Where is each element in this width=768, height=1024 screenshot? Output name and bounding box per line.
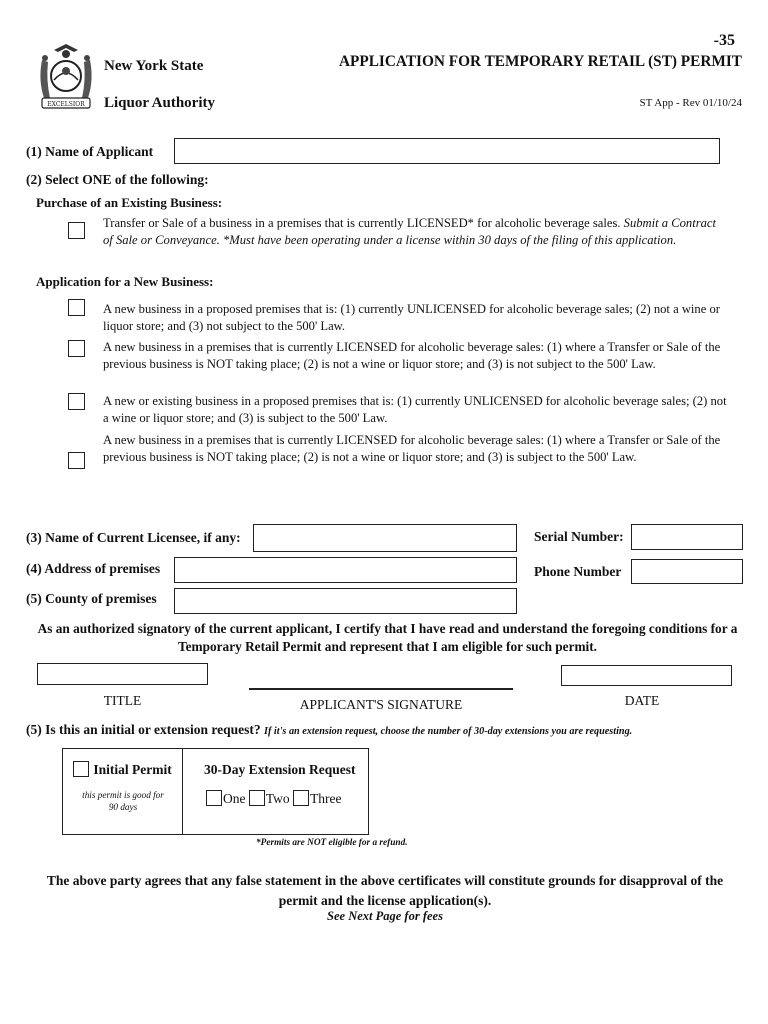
- new-business-heading: Application for a New Business:: [36, 274, 214, 289]
- refund-note: *Permits are NOT eligible for a refund.: [256, 838, 408, 848]
- premises-address-input[interactable]: [174, 557, 517, 583]
- org-line-2: Liquor Authority: [104, 95, 215, 111]
- serial-number-label: Serial Number:: [534, 529, 624, 544]
- current-licensee-input[interactable]: [253, 524, 517, 552]
- new-licensed-500-checkbox[interactable]: [68, 452, 85, 469]
- svg-text:EXCELSIOR: EXCELSIOR: [47, 101, 85, 108]
- premises-county-label: (5) County of premises: [26, 591, 157, 606]
- extension-two-option[interactable]: Two: [249, 791, 290, 806]
- applicant-name-label: (1) Name of Applicant: [26, 144, 154, 159]
- state-seal: [30, 40, 102, 112]
- phone-number-input[interactable]: [631, 559, 743, 584]
- revision-label: ST App - Rev 01/10/24: [639, 97, 742, 109]
- premises-address-label: (4) Address of premises: [26, 561, 161, 576]
- select-one-label: (2) Select ONE of the following:: [26, 172, 209, 187]
- existing-business-heading: Purchase of an Existing Business:: [36, 195, 223, 210]
- title-input[interactable]: [37, 663, 208, 685]
- false-statement-warning: The above party agrees that any false statement in the above certificates will constitute grounds for disapproval of the permit and the license application(s).: [46, 873, 724, 908]
- extension-one-checkbox[interactable]: [206, 790, 222, 806]
- request-table-divider: [182, 749, 183, 834]
- existing-transfer-checkbox[interactable]: [68, 222, 85, 239]
- form-number: -35: [713, 32, 735, 49]
- extension-options: [206, 790, 342, 807]
- initial-permit-checkbox[interactable]: [73, 761, 89, 777]
- new-licensed-500-option: A new business in a premises that is currently LICENSED for alcoholic beverage sales: (1) where a Transfer or Sale of the previous business is NOT taking place; (2) is not a wine or liquor store; and (3) is subject to the 500' Law.: [103, 433, 721, 464]
- date-input[interactable]: [561, 665, 732, 686]
- signature-line[interactable]: [249, 688, 513, 690]
- certification-statement: As an authorized signatory of the current applicant, I certify that I have read and understand the foregoing conditions for a Temporary Retail Permit and represent that I am eligible for such permit.: [37, 621, 738, 654]
- applicant-name-input[interactable]: [174, 138, 720, 164]
- extension-two-checkbox[interactable]: [249, 790, 265, 806]
- premises-county-input[interactable]: [174, 588, 517, 614]
- page-title: APPLICATION FOR TEMPORARY RETAIL (ST) PERMIT: [338, 53, 742, 70]
- signature-label: APPLICANT'S SIGNATURE: [299, 697, 463, 712]
- new-licensed-checkbox[interactable]: [68, 340, 85, 357]
- initial-permit-option[interactable]: Initial Permit: [73, 761, 172, 778]
- see-next-page: See Next Page for fees: [327, 909, 443, 923]
- request-question: (5) Is this an initial or extension request? If it's an extension request, choose the number of 30-day extensions you are requesting.: [26, 722, 633, 737]
- title-label: TITLE: [103, 693, 142, 708]
- date-label: DATE: [624, 693, 660, 708]
- extension-three-option[interactable]: Three: [293, 791, 341, 806]
- org-line-1: New York State: [104, 58, 204, 74]
- phone-number-label: Phone Number: [534, 564, 622, 579]
- initial-permit-note: this permit is good for 90 days: [82, 790, 164, 812]
- new-unlicensed-500-checkbox[interactable]: [68, 393, 85, 410]
- extension-one-option[interactable]: One: [206, 791, 246, 806]
- extension-heading: 30-Day Extension Request: [204, 762, 356, 777]
- new-unlicensed-checkbox[interactable]: [68, 299, 85, 316]
- existing-transfer-option: Transfer or Sale of a business in a premises that is currently LICENSED* for alcoholic beverage sales. Submit a Contract of Sale or Conveyance. *Must have been operating under a license within 30 days of the filing of this application.: [103, 216, 717, 247]
- new-unlicensed-option: A new business in a proposed premises that is: (1) currently UNLICENSED for alcoholic beverage sales; (2) not a wine or liquor store; and (3) not subject to the 500' Law.: [103, 302, 720, 333]
- new-licensed-option: A new business in a premises that is currently LICENSED for alcoholic beverage sales: (1) where a Transfer or Sale of the previous business is NOT taking place; (2) is not a wine or liquor store; and (3) is not subject to the 500' Law.: [103, 340, 721, 371]
- new-unlicensed-500-option: A new or existing business in a proposed premises that is: (1) currently UNLICENSED for alcoholic beverage sales; (2) not a wine or liquor store; and (3) is subject to the 500' Law.: [103, 394, 727, 425]
- request-table: [62, 748, 369, 835]
- current-licensee-label: (3) Name of Current Licensee, if any:: [26, 530, 241, 545]
- extension-three-checkbox[interactable]: [293, 790, 309, 806]
- serial-number-input[interactable]: [631, 524, 743, 550]
